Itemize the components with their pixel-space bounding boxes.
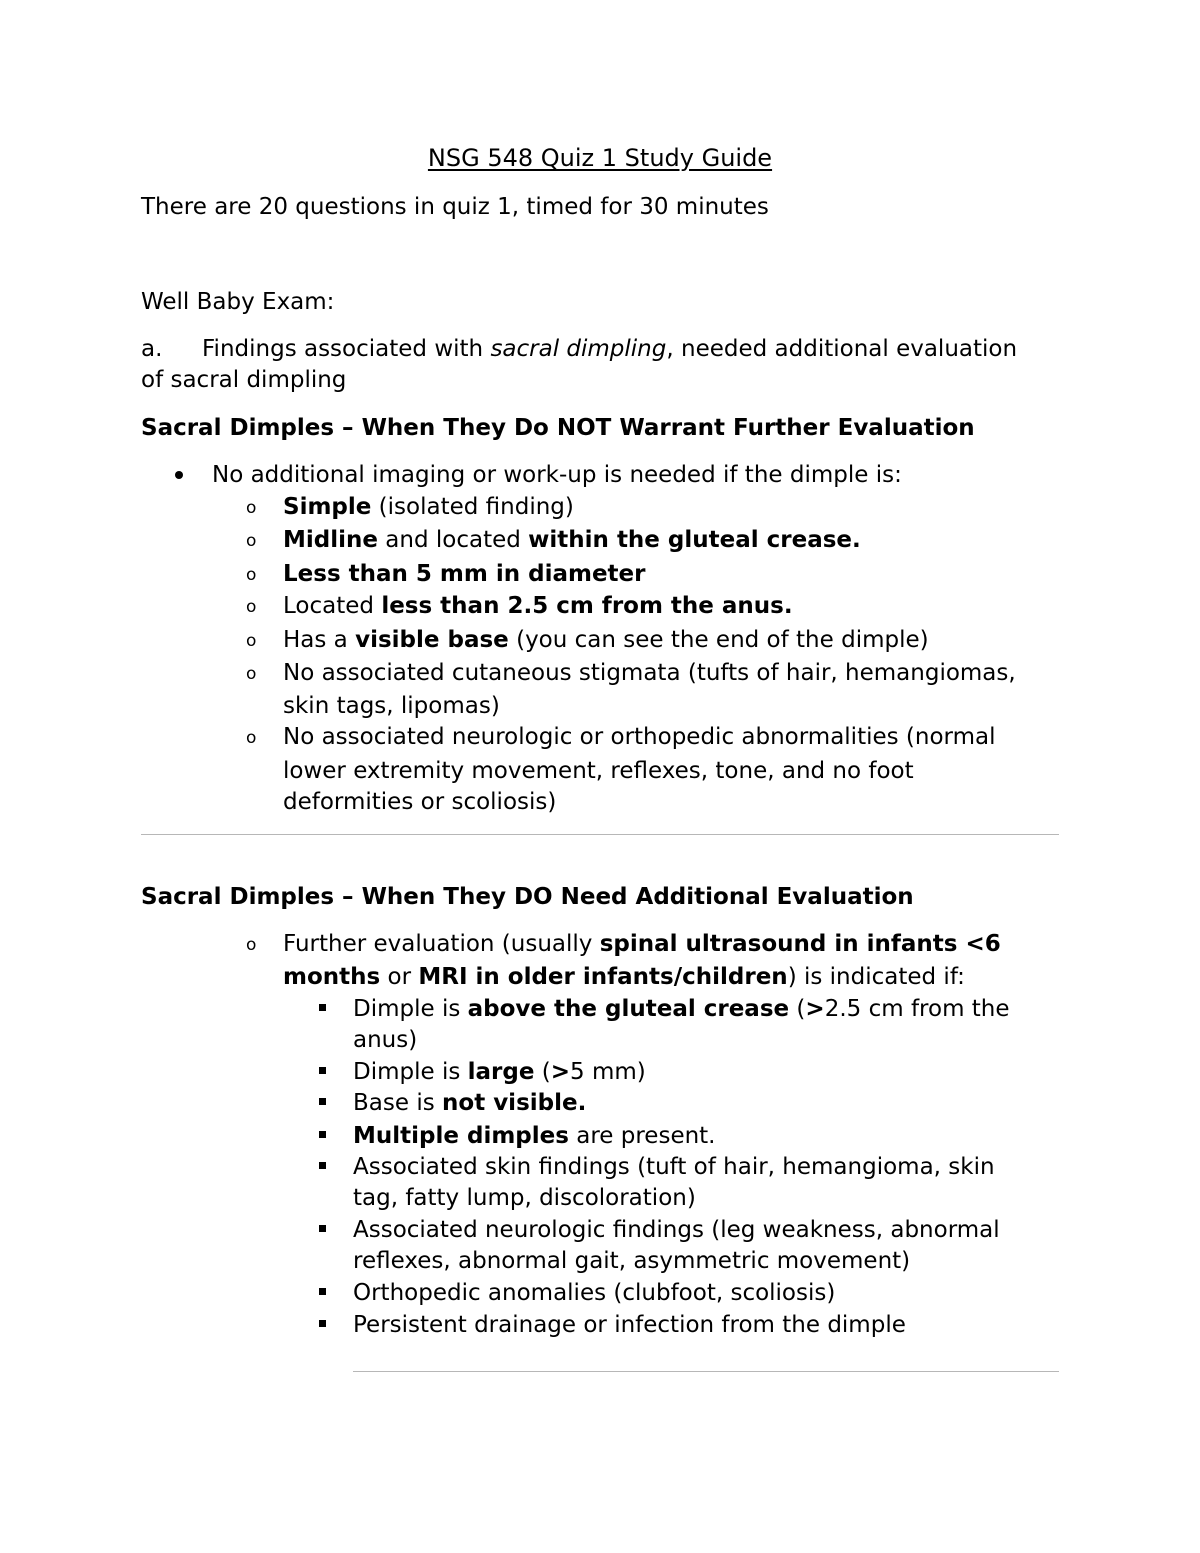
- square-bullet-icon: [319, 1288, 326, 1295]
- intro-text: There are 20 questions in quiz 1, timed for 30 minutes: [141, 194, 769, 220]
- square-bullet-icon: [319, 1225, 326, 1232]
- horizontal-rule: [141, 834, 1059, 835]
- list-item: Dimple is above the gluteal crease (>2.5 cm from the: [353, 996, 1010, 1022]
- circle-bullet-icon: o: [246, 597, 257, 617]
- circle-bullet-icon: o: [246, 498, 257, 518]
- horizontal-rule: [353, 1371, 1059, 1372]
- item-a-marker: a.: [141, 336, 163, 362]
- section2-lead-continuation: months or MRI in older infants/children) is indicated if:: [283, 964, 965, 990]
- list-item: No associated cutaneous stigmata (tufts of hair, hemangiomas,: [283, 660, 1016, 686]
- list-item-continuation: deformities or scoliosis): [283, 789, 557, 815]
- list-item: Less than 5 mm in diameter: [283, 561, 646, 587]
- square-bullet-icon: [319, 1131, 326, 1138]
- list-item: Associated skin findings (tuft of hair, hemangioma, skin: [353, 1154, 995, 1180]
- item-a-text-after: , needed additional evaluation: [666, 336, 1018, 362]
- circle-bullet-icon: o: [246, 935, 257, 955]
- circle-bullet-icon: o: [246, 664, 257, 684]
- list-item-continuation: skin tags, lipomas): [283, 693, 500, 719]
- list-item: No associated neurologic or orthopedic abnormalities (normal: [283, 724, 996, 750]
- list-item-continuation: anus): [353, 1027, 418, 1053]
- list-item-continuation: reflexes, abnormal gait, asymmetric movement): [353, 1248, 911, 1274]
- circle-bullet-icon: o: [246, 631, 257, 651]
- bullet-dot-icon: [175, 471, 183, 479]
- list-item: Persistent drainage or infection from the dimple: [353, 1312, 906, 1338]
- section1-heading: Sacral Dimples – When They Do NOT Warrant Further Evaluation: [141, 415, 975, 441]
- item-a-text: [202, 333, 1017, 365]
- list-item: Multiple dimples are present.: [353, 1123, 716, 1149]
- square-bullet-icon: [319, 1320, 326, 1327]
- list-item: Has a visible base (you can see the end of the dimple): [283, 627, 929, 653]
- section1-bullet: No additional imaging or work-up is needed if the dimple is:: [212, 462, 902, 488]
- circle-bullet-icon: o: [246, 728, 257, 748]
- list-item: Orthopedic anomalies (clubfoot, scoliosis): [353, 1280, 836, 1306]
- square-bullet-icon: [319, 1004, 326, 1011]
- circle-bullet-icon: o: [246, 531, 257, 551]
- list-item-continuation: tag, fatty lump, discoloration): [353, 1185, 696, 1211]
- square-bullet-icon: [319, 1162, 326, 1169]
- page-title: NSG 548 Quiz 1 Study Guide: [427, 144, 773, 172]
- list-item: Simple (isolated finding): [283, 494, 574, 520]
- item-a-text-italic: sacral dimpling: [490, 336, 667, 362]
- list-item: Midline and located within the gluteal crease.: [283, 527, 861, 553]
- list-item: Base is not visible.: [353, 1090, 587, 1116]
- section-label: Well Baby Exam:: [141, 289, 335, 315]
- section2-lead: Further evaluation (usually spinal ultrasound in infants <6: [283, 931, 1001, 957]
- section2-heading: Sacral Dimples – When They DO Need Additional Evaluation: [141, 884, 914, 910]
- list-item: Dimple is large (>5 mm): [353, 1059, 646, 1085]
- list-item-continuation: lower extremity movement, reflexes, tone, and no foot: [283, 758, 914, 784]
- item-a-text-line2: of sacral dimpling: [141, 367, 347, 393]
- circle-bullet-icon: o: [246, 565, 257, 585]
- item-a-text-before: Findings associated with: [202, 336, 491, 362]
- list-item: Located less than 2.5 cm from the anus.: [283, 593, 793, 619]
- square-bullet-icon: [319, 1098, 326, 1105]
- square-bullet-icon: [319, 1067, 326, 1074]
- list-item: Associated neurologic findings (leg weakness, abnormal: [353, 1217, 1000, 1243]
